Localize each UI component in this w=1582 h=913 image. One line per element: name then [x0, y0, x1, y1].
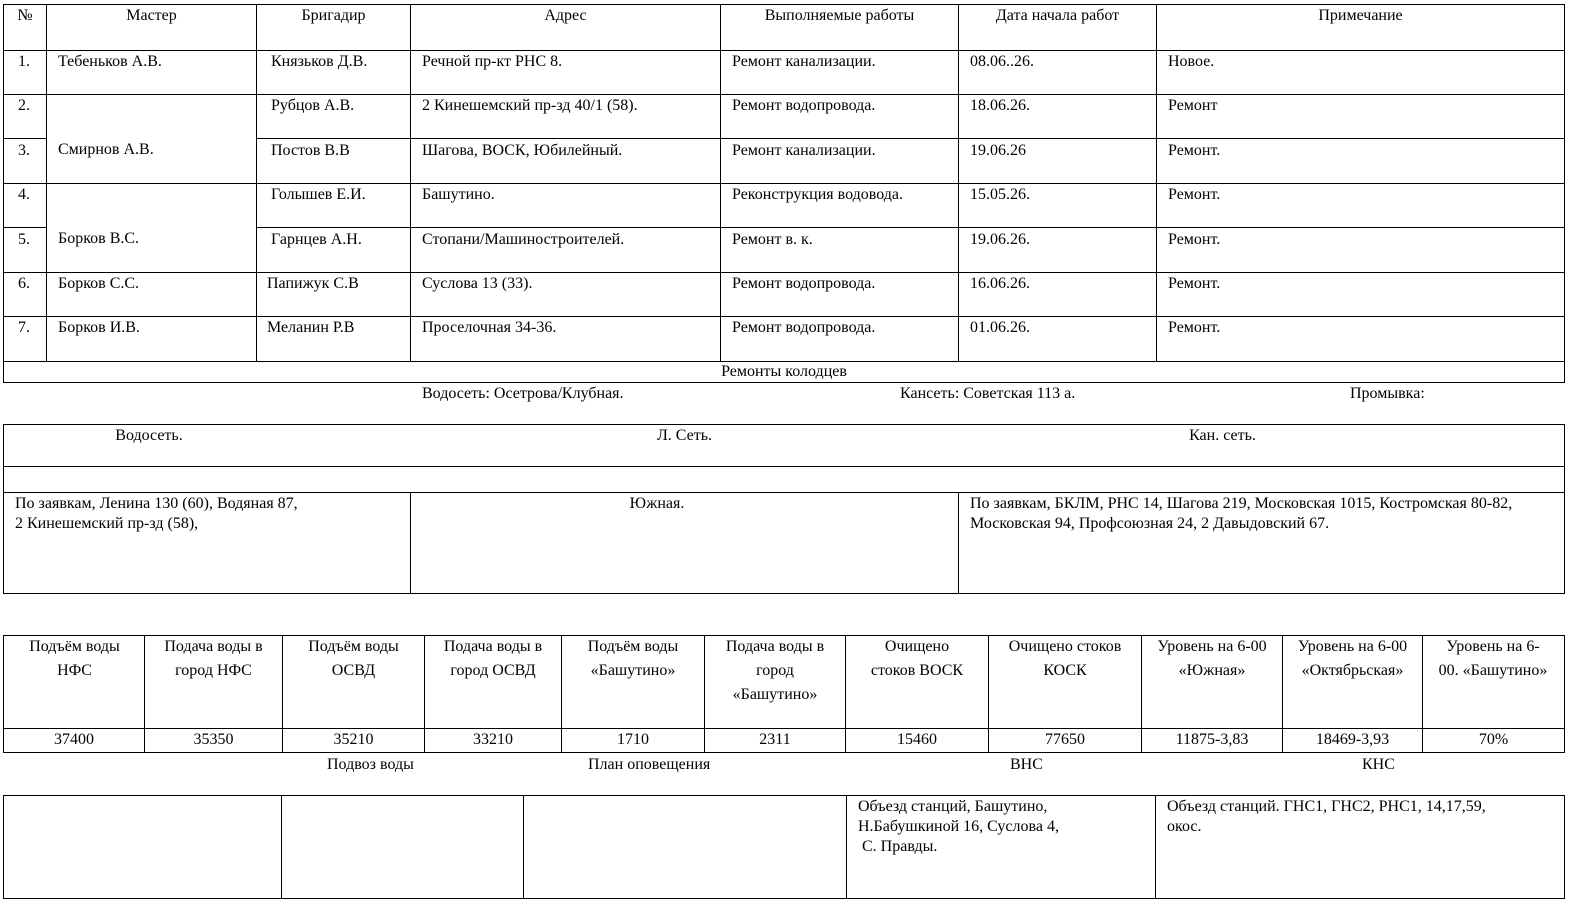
row-note: Ремонт.: [1168, 186, 1221, 203]
stats-header: Подъём воды НФС: [29, 638, 120, 679]
stats-value: 2311: [759, 731, 791, 748]
kns-text: Объезд станций. ГНС1, ГНС2, РНС1, 14,17,59, окос.: [1167, 798, 1486, 835]
row-master: Смирнов А.В.: [58, 141, 154, 158]
row-foreman: Меланин Р.В: [267, 319, 355, 336]
row-address: 2 Кинешемский пр-зд 40/1 (58).: [422, 97, 638, 114]
networks-storm-text: Южная.: [629, 495, 685, 512]
row-address: Башутино.: [422, 186, 495, 203]
stats-value: 70%: [1478, 731, 1509, 748]
wells-title: Ремонты колодцев: [721, 363, 847, 380]
networks-sewer-header: Кан. сеть.: [1189, 427, 1256, 444]
row-master: Борков В.С.: [58, 230, 140, 247]
row-note: Ремонт.: [1168, 142, 1221, 159]
stats-header: Очищено стоков КОСК: [1008, 638, 1122, 679]
wells-water-network: Водосеть: Осетрова/Клубная.: [422, 385, 624, 402]
kns-label: КНС: [1362, 756, 1395, 773]
row-master: Борков С.С.: [58, 275, 140, 292]
row-number: 5.: [18, 231, 30, 248]
row-foreman: Папижук С.В: [267, 275, 359, 292]
row-address: Речной пр-кт РНС 8.: [422, 53, 563, 70]
header-works: Выполняемые работы: [764, 7, 915, 24]
row-works: Ремонт канализации.: [732, 53, 876, 70]
networks-water-text: По заявкам, Ленина 130 (60), Водяная 87, 2 Кинешемский пр-зд (58),: [15, 495, 298, 532]
stats-header: Очищено стоков ВОСК: [870, 638, 964, 679]
row-foreman: Рубцов А.В.: [271, 97, 355, 114]
stats-header: Уровень на 6-00 «Южная»: [1157, 638, 1267, 679]
wells-flushing: Промывка:: [1350, 385, 1425, 402]
stats-value: 15460: [897, 731, 937, 748]
row-date: 19.06.26: [970, 142, 1026, 159]
row-date: 08.06..26.: [970, 53, 1034, 70]
row-date: 01.06.26.: [970, 319, 1030, 336]
row-address: Шагова, ВОСК, Юбилейный.: [422, 142, 623, 159]
row-number: 1.: [18, 53, 30, 70]
row-foreman: Постов В.В: [271, 142, 350, 159]
stats-header: Подъём воды ОСВД: [308, 638, 399, 679]
row-number: 7.: [18, 319, 30, 336]
row-works: Ремонт в. к.: [732, 231, 813, 248]
row-address: Стопани/Машиностроителей.: [422, 231, 625, 248]
networks-storm-header: Л. Сеть.: [656, 427, 713, 444]
stats-header: Уровень на 6-00. «Башутино»: [1438, 638, 1548, 679]
stats-header: Подъём воды «Башутино»: [587, 638, 679, 679]
wells-sewer-network: Кансеть: Советская 113 а.: [900, 385, 1076, 402]
row-works: Ремонт водопровода.: [732, 275, 876, 292]
header-start-date: Дата начала работ: [995, 7, 1120, 24]
row-note: Ремонт.: [1168, 319, 1221, 336]
row-address: Проселочная 34-36.: [422, 319, 557, 336]
header-foreman: Бригадир: [301, 7, 366, 24]
row-date: 16.06.26.: [970, 275, 1030, 292]
row-date: 18.06.26.: [970, 97, 1030, 114]
row-works: Реконструкция водовода.: [732, 186, 903, 203]
row-note: Ремонт.: [1168, 231, 1221, 248]
networks-water-header: Водосеть.: [115, 427, 183, 444]
row-number: 2.: [18, 97, 30, 114]
stats-value: 35350: [193, 731, 234, 748]
row-number: 6.: [18, 275, 30, 292]
row-master: Борков И.В.: [58, 319, 140, 336]
vns-label: ВНС: [1010, 756, 1043, 773]
row-note: Ремонт.: [1168, 275, 1221, 292]
row-master: Тебеньков А.В.: [58, 53, 162, 70]
row-foreman: Гарнцев А.Н.: [271, 231, 362, 248]
header-address: Адрес: [544, 7, 587, 24]
header-number: №: [17, 7, 33, 24]
networks-sewer-text: По заявкам, БКЛМ, РНС 14, Шагова 219, Московская 1015, Костромская 80-82, Московская 94, Профсоюзная 24, 2 Давыдовский 67.: [970, 495, 1513, 532]
stats-value: 33210: [473, 731, 513, 748]
stats-value: 37400: [54, 731, 94, 748]
row-works: Ремонт водопровода.: [732, 97, 876, 114]
row-note: Новое.: [1168, 53, 1215, 70]
header-master: Мастер: [126, 7, 177, 24]
row-date: 19.06.26.: [970, 231, 1030, 248]
stats-value: 35210: [333, 731, 374, 748]
stats-value: 77650: [1045, 731, 1085, 748]
stats-header: Подача воды в город ОСВД: [443, 638, 543, 679]
stats-value: 18469-3,93: [1315, 731, 1390, 748]
row-foreman: Голышев Е.И.: [271, 186, 366, 203]
water-supply-label: Подвоз воды: [327, 756, 414, 773]
notification-plan-label: План оповещения: [588, 756, 711, 773]
row-address: Суслова 13 (33).: [422, 275, 533, 292]
row-foreman: Князьков Д.В.: [271, 53, 368, 70]
stats-header: Подача воды в город НФС: [164, 638, 263, 679]
stats-value: 1710: [617, 731, 649, 748]
row-works: Ремонт канализации.: [732, 142, 876, 159]
row-note: Ремонт: [1168, 97, 1218, 114]
stats-value: 11875-3,83: [1175, 731, 1249, 748]
row-number: 4.: [18, 186, 30, 203]
row-works: Ремонт водопровода.: [732, 319, 876, 336]
header-note: Примечание: [1318, 7, 1403, 24]
stats-header: Подача воды в город «Башутино»: [725, 638, 825, 703]
stats-header: Уровень на 6-00 «Октябрьская»: [1297, 638, 1408, 679]
row-number: 3.: [18, 142, 30, 159]
row-date: 15.05.26.: [970, 186, 1030, 203]
vns-text: Объезд станций, Башутино, Н.Бабушкиной 16, Суслова 4, С. Правды.: [858, 798, 1059, 855]
